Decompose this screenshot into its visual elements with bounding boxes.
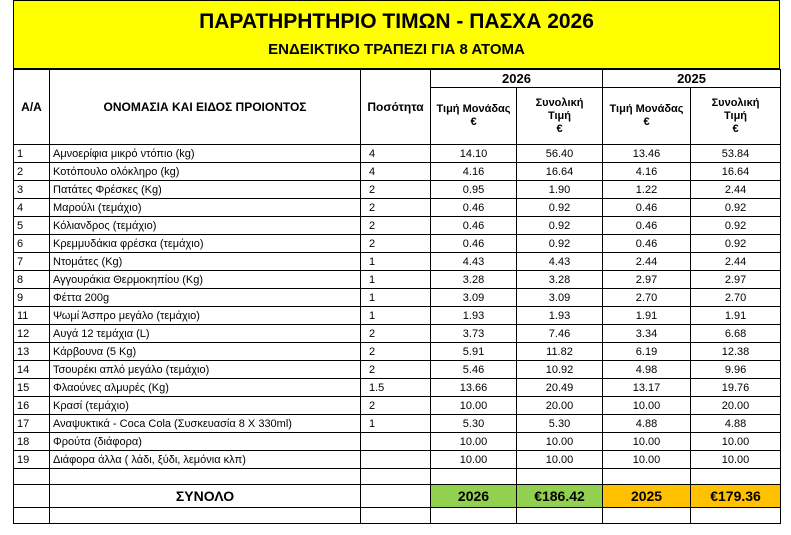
total-price-2025: 2.44 — [691, 181, 781, 199]
empty-cell — [361, 485, 431, 508]
quantity: 2 — [361, 397, 431, 415]
unit-price-2025: 10.00 — [603, 433, 691, 451]
row-number: 9 — [14, 289, 50, 307]
empty-cell — [50, 508, 361, 524]
product-name: Μαρούλι (τεμάχιο) — [50, 199, 361, 217]
empty-cell — [517, 469, 603, 485]
total-price-2026: 3.28 — [517, 271, 603, 289]
unit-price-2026: 5.30 — [431, 415, 517, 433]
empty-cell — [361, 508, 431, 524]
total-price-2026: 20.00 — [517, 397, 603, 415]
total-price-2026: 0.92 — [517, 217, 603, 235]
unit-price-2026: 0.46 — [431, 199, 517, 217]
table-row — [14, 325, 781, 343]
table-row — [14, 361, 781, 379]
product-name: Ντομάτες (Kg) — [50, 253, 361, 271]
row-number: 12 — [14, 325, 50, 343]
total-price-2026: 5.30 — [517, 415, 603, 433]
product-name: Αγγουράκια Θερμοκηπίου (Kg) — [50, 271, 361, 289]
unit-price-2025: 4.88 — [603, 415, 691, 433]
total-sum-2026: €186.42 — [517, 485, 603, 508]
table-row — [14, 307, 781, 325]
quantity: 2 — [361, 217, 431, 235]
product-name: Φρούτα (διάφορα) — [50, 433, 361, 451]
unit-price-2025: 10.00 — [603, 451, 691, 469]
product-name: Κρασί (τεμάχιο) — [50, 397, 361, 415]
unit-price-2026: 3.09 — [431, 289, 517, 307]
unit-price-2026: 0.95 — [431, 181, 517, 199]
quantity: 2 — [361, 343, 431, 361]
empty-cell — [431, 469, 517, 485]
row-number: 14 — [14, 361, 50, 379]
table-row — [14, 379, 781, 397]
empty-cell — [14, 485, 50, 508]
total-year-2025: 2025 — [603, 485, 691, 508]
quantity: 2 — [361, 325, 431, 343]
product-name: Αναψυκτικά - Coca Cola (Συσκευασία 8 Χ 330ml) — [50, 415, 361, 433]
empty-cell — [431, 508, 517, 524]
row-number: 3 — [14, 181, 50, 199]
quantity — [361, 433, 431, 451]
total-price-2025: 2.97 — [691, 271, 781, 289]
table-row — [14, 433, 781, 451]
col-header-aa: Α/Α — [14, 70, 50, 145]
row-number: 7 — [14, 253, 50, 271]
quantity: 2 — [361, 181, 431, 199]
unit-price-2025: 6.19 — [603, 343, 691, 361]
unit-price-2026: 10.00 — [431, 397, 517, 415]
total-price-2026: 0.92 — [517, 199, 603, 217]
total-price-2025: 0.92 — [691, 199, 781, 217]
total-price-2025: 2.70 — [691, 289, 781, 307]
unit-price-2025: 13.46 — [603, 145, 691, 163]
unit-price-2025: 2.97 — [603, 271, 691, 289]
sheet-title: ΠΑΡΑΤΗΡΗΤΗΡΙΟ ΤΙΜΩΝ - ΠΑΣΧΑ 2026 — [199, 10, 594, 33]
header-year-row — [14, 70, 781, 88]
total-price-2025: 0.92 — [691, 235, 781, 253]
product-name: Κρεμμυδάκια φρέσκα (τεμάχιο) — [50, 235, 361, 253]
total-price-2025: 16.64 — [691, 163, 781, 181]
total-price-2025: 1.91 — [691, 307, 781, 325]
unit-price-2025: 3.34 — [603, 325, 691, 343]
total-year-2026: 2026 — [431, 485, 517, 508]
total-price-2026: 16.64 — [517, 163, 603, 181]
quantity: 4 — [361, 145, 431, 163]
total-price-2025: 53.84 — [691, 145, 781, 163]
empty-cell — [14, 508, 50, 524]
product-name: Φλαούνες αλμυρές (Kg) — [50, 379, 361, 397]
col-header-unit-price-2026: Τιμή Μονάδας € — [431, 88, 517, 145]
total-price-2025: 10.00 — [691, 433, 781, 451]
unit-price-2025: 10.00 — [603, 397, 691, 415]
unit-price-2025: 1.91 — [603, 307, 691, 325]
table-row — [14, 181, 781, 199]
product-name: Πατάτες Φρέσκες (Kg) — [50, 181, 361, 199]
empty-row — [14, 469, 781, 485]
row-number: 17 — [14, 415, 50, 433]
row-number: 4 — [14, 199, 50, 217]
quantity: 2 — [361, 235, 431, 253]
product-name: Κοτόπουλο ολόκληρο (kg) — [50, 163, 361, 181]
product-name: Αυγά 12 τεμάχια (L) — [50, 325, 361, 343]
empty-row — [14, 508, 781, 524]
unit-price-2026: 0.46 — [431, 217, 517, 235]
unit-price-2025: 0.46 — [603, 235, 691, 253]
product-name: Τσουρέκι απλό μεγάλο (τεμάχιο) — [50, 361, 361, 379]
empty-cell — [603, 508, 691, 524]
total-price-2025: 0.92 — [691, 217, 781, 235]
unit-price-2026: 4.16 — [431, 163, 517, 181]
total-price-2026: 1.93 — [517, 307, 603, 325]
col-header-2025: 2025 — [603, 70, 781, 88]
table-row — [14, 235, 781, 253]
col-header-qty: Ποσότητα — [361, 70, 431, 145]
product-name: Αμνοερίφια μικρό ντόπιο (kg) — [50, 145, 361, 163]
total-price-2025: 12.38 — [691, 343, 781, 361]
product-name: Ψωμί Άσπρο μεγάλο (τεμάχιο) — [50, 307, 361, 325]
quantity: 2 — [361, 199, 431, 217]
row-number: 16 — [14, 397, 50, 415]
unit-price-2025: 4.16 — [603, 163, 691, 181]
total-price-2025: 6.68 — [691, 325, 781, 343]
total-price-2026: 11.82 — [517, 343, 603, 361]
total-price-2025: 19.76 — [691, 379, 781, 397]
table-row — [14, 397, 781, 415]
unit-price-2026: 13.66 — [431, 379, 517, 397]
empty-cell — [603, 469, 691, 485]
quantity: 1 — [361, 271, 431, 289]
total-price-2026: 1.90 — [517, 181, 603, 199]
unit-price-2025: 0.46 — [603, 217, 691, 235]
unit-price-2025: 4.98 — [603, 361, 691, 379]
total-price-2026: 20.49 — [517, 379, 603, 397]
unit-price-2026: 5.91 — [431, 343, 517, 361]
price-sheet — [13, 0, 780, 524]
total-price-2026: 10.00 — [517, 451, 603, 469]
total-price-2026: 4.43 — [517, 253, 603, 271]
total-price-2026: 10.00 — [517, 433, 603, 451]
unit-price-2026: 10.00 — [431, 451, 517, 469]
empty-cell — [691, 469, 781, 485]
unit-price-2025: 2.70 — [603, 289, 691, 307]
row-number: 11 — [14, 307, 50, 325]
unit-price-2026: 3.28 — [431, 271, 517, 289]
total-price-2025: 20.00 — [691, 397, 781, 415]
table-row — [14, 163, 781, 181]
quantity — [361, 451, 431, 469]
table-row — [14, 199, 781, 217]
total-price-2026: 0.92 — [517, 235, 603, 253]
empty-cell — [361, 469, 431, 485]
row-number: 18 — [14, 433, 50, 451]
table-row — [14, 343, 781, 361]
product-name: Φέττα 200g — [50, 289, 361, 307]
quantity: 1 — [361, 415, 431, 433]
quantity: 2 — [361, 361, 431, 379]
total-price-2026: 56.40 — [517, 145, 603, 163]
row-number: 5 — [14, 217, 50, 235]
total-price-2026: 3.09 — [517, 289, 603, 307]
row-number: 15 — [14, 379, 50, 397]
unit-price-2026: 10.00 — [431, 433, 517, 451]
unit-price-2026: 5.46 — [431, 361, 517, 379]
title-banner — [13, 0, 780, 69]
product-name: Κόλιανδρος (τεμάχιο) — [50, 217, 361, 235]
unit-price-2026: 1.93 — [431, 307, 517, 325]
row-number: 2 — [14, 163, 50, 181]
unit-price-2026: 3.73 — [431, 325, 517, 343]
product-name: Κάρβουνα (5 Kg) — [50, 343, 361, 361]
row-number: 6 — [14, 235, 50, 253]
table-row — [14, 289, 781, 307]
quantity: 4 — [361, 163, 431, 181]
unit-price-2026: 14.10 — [431, 145, 517, 163]
totals-row — [14, 485, 781, 508]
table-row — [14, 451, 781, 469]
row-number: 13 — [14, 343, 50, 361]
col-header-2026: 2026 — [431, 70, 603, 88]
total-sum-2025: €179.36 — [691, 485, 781, 508]
table-row — [14, 271, 781, 289]
empty-cell — [14, 469, 50, 485]
quantity: 1 — [361, 253, 431, 271]
table-row — [14, 145, 781, 163]
unit-price-2026: 0.46 — [431, 235, 517, 253]
sheet-subtitle: ΕΝΔΕΙΚΤΙΚΟ ΤΡΑΠΕΖΙ ΓΙΑ 8 ΑΤΟΜΑ — [268, 41, 525, 58]
col-header-total-price-2025: Συνολική Τιμή € — [691, 88, 781, 145]
total-price-2026: 7.46 — [517, 325, 603, 343]
unit-price-2025: 1.22 — [603, 181, 691, 199]
table-row — [14, 415, 781, 433]
empty-cell — [691, 508, 781, 524]
table-row — [14, 253, 781, 271]
total-price-2025: 2.44 — [691, 253, 781, 271]
total-price-2025: 9.96 — [691, 361, 781, 379]
total-price-2026: 10.92 — [517, 361, 603, 379]
empty-cell — [50, 469, 361, 485]
row-number: 1 — [14, 145, 50, 163]
table-row — [14, 217, 781, 235]
quantity: 1 — [361, 307, 431, 325]
col-header-total-price-2026: Συνολική Τιμή € — [517, 88, 603, 145]
quantity: 1.5 — [361, 379, 431, 397]
unit-price-2025: 0.46 — [603, 199, 691, 217]
product-name: Διάφορα άλλα ( λάδι, ξύδι, λεμόνια κλπ) — [50, 451, 361, 469]
row-number: 19 — [14, 451, 50, 469]
total-label: ΣΥΝΟΛΟ — [50, 485, 361, 508]
col-header-unit-price-2025: Τιμή Μονάδας € — [603, 88, 691, 145]
unit-price-2025: 13.17 — [603, 379, 691, 397]
col-header-product: ΟΝΟΜΑΣΙΑ ΚΑΙ ΕΙΔΟΣ ΠΡΟΙΟΝΤΟΣ — [50, 70, 361, 145]
total-price-2025: 10.00 — [691, 451, 781, 469]
price-table — [13, 69, 781, 524]
quantity: 1 — [361, 289, 431, 307]
total-price-2025: 4.88 — [691, 415, 781, 433]
empty-cell — [517, 508, 603, 524]
unit-price-2025: 2.44 — [603, 253, 691, 271]
unit-price-2026: 4.43 — [431, 253, 517, 271]
row-number: 8 — [14, 271, 50, 289]
